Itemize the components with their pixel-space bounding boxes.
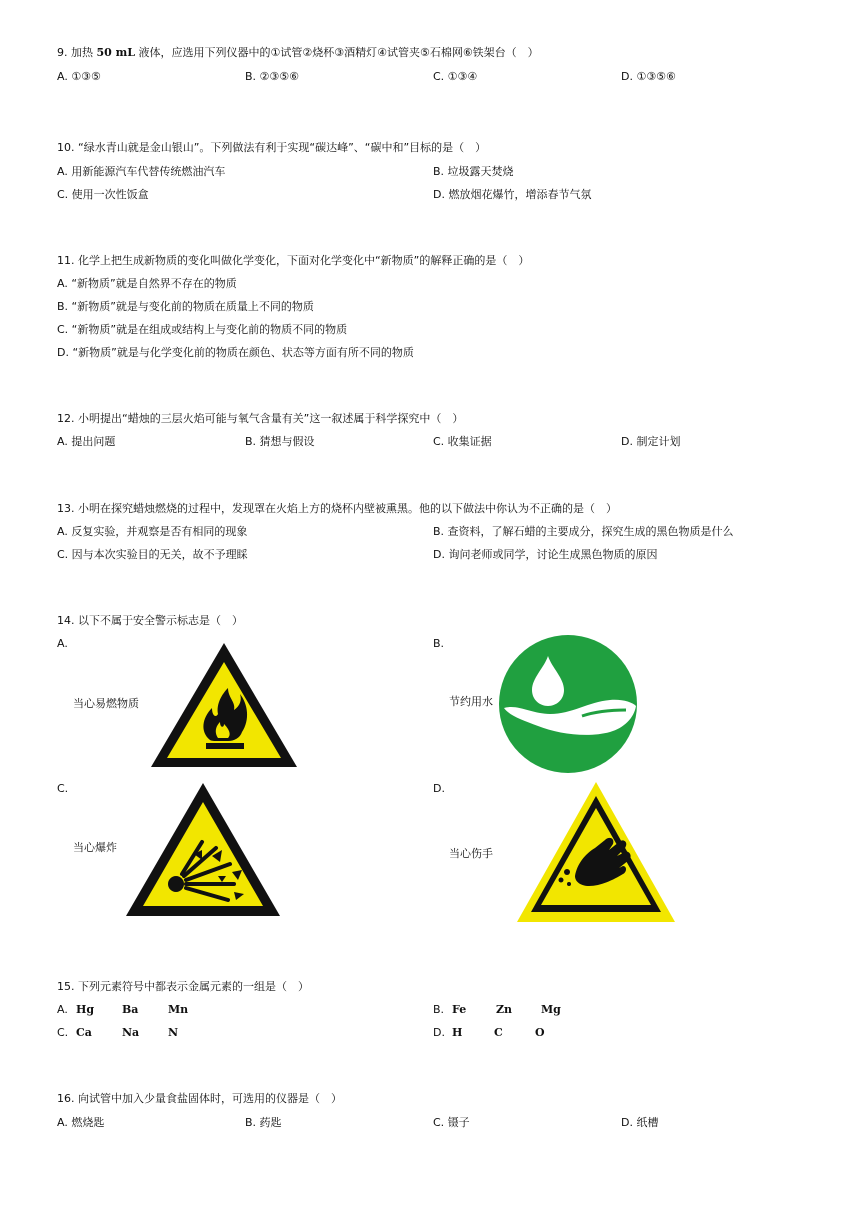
q9-stem	[57, 47, 539, 58]
q9-option-d[interactable]: D. ①③⑤⑥	[621, 70, 676, 83]
q15-a-label: A.	[57, 1003, 68, 1016]
q15-c-symbol-3: N	[168, 1026, 179, 1039]
q13-option-c[interactable]: C. 因与本次实验目的无关，故不予理睬	[57, 548, 248, 561]
q11-option-b[interactable]: B. “新物质”就是与变化前的物质在质量上不同的物质	[57, 300, 314, 313]
q14-option-c[interactable]: C.	[57, 782, 69, 795]
q15-b-label: B.	[433, 1003, 445, 1016]
q16-option-b[interactable]: B. 药匙	[245, 1116, 282, 1129]
q13-option-a[interactable]: A. 反复实验，并观察是否有相同的现象	[57, 525, 248, 538]
q12-option-c[interactable]: C. 收集证据	[433, 435, 492, 448]
q15-d-symbol-2: C	[494, 1026, 503, 1039]
q10-option-b[interactable]: B. 垃圾露天焚烧	[433, 165, 514, 178]
q10-option-a[interactable]: A. 用新能源汽车代替传统燃油汽车	[57, 165, 226, 178]
q14-d-sign-label: 当心伤手	[449, 847, 493, 860]
q9-option-a[interactable]: A. ①③⑤	[57, 70, 101, 83]
q12-option-d[interactable]: D. 制定计划	[621, 435, 681, 448]
q15-a-symbol-2: Ba	[122, 1003, 139, 1016]
q13-option-d[interactable]: D. 询问老师或同学，讨论生成黑色物质的原因	[433, 548, 658, 561]
q15-a-symbol-1: Hg	[76, 1003, 95, 1016]
q16-option-c[interactable]: C. 镊子	[433, 1116, 470, 1129]
q15-b-symbol-2: Zn	[496, 1003, 513, 1016]
q13-option-b[interactable]: B. 查资料，了解石蜡的主要成分，探究生成的黑色物质是什么	[433, 525, 734, 538]
q12-option-b[interactable]: B. 猜想与假设	[245, 435, 315, 448]
q15-d-symbol-3: O	[535, 1026, 545, 1039]
explosion-warning-sign-icon	[122, 780, 284, 920]
q11-stem: 11. 化学上把生成新物质的变化叫做化学变化，下面对化学变化中“新物质”的解释正确的是（ ）	[57, 254, 530, 267]
q13-stem: 13. 小明在探究蜡烛燃烧的过程中，发现罩在火焰上方的烧杯内壁被熏黑。他的以下做法中你认为不正确的是（ ）	[57, 502, 617, 515]
q14-b-sign-label: 节约用水	[449, 695, 493, 708]
q15-option-a[interactable]	[57, 1003, 189, 1016]
q9-option-c[interactable]: C. ①③④	[433, 70, 478, 83]
q10-stem: 10. “绿水青山就是金山银山”。下列做法有利于实现“碳达峰”、“碳中和”目标的是（ ）	[57, 141, 487, 154]
q15-d-label: D.	[433, 1026, 445, 1039]
q16-stem: 16. 向试管中加入少量食盐固体时，可选用的仪器是（ ）	[57, 1092, 342, 1105]
q11-option-c[interactable]: C. “新物质”就是在组成或结构上与变化前的物质不同的物质	[57, 323, 348, 336]
q15-b-symbol-1: Fe	[452, 1003, 467, 1016]
q15-c-label: C.	[57, 1026, 69, 1039]
q9-stem-volume: 50 mL	[96, 46, 136, 59]
flammable-warning-sign-icon	[148, 640, 300, 770]
q14-option-b[interactable]: B.	[433, 637, 445, 650]
q15-c-symbol-1: Ca	[76, 1026, 92, 1039]
q14-c-sign-label: 当心爆炸	[73, 841, 117, 854]
q11-option-d[interactable]: D. “新物质”就是与化学变化前的物质在颜色、状态等方面有所不同的物质	[57, 346, 414, 359]
q16-option-a[interactable]: A. 燃烧匙	[57, 1116, 105, 1129]
q15-option-d[interactable]	[433, 1026, 545, 1039]
q15-c-symbol-2: Na	[122, 1026, 140, 1039]
q14-a-sign-label: 当心易燃物质	[73, 697, 139, 710]
q9-stem-pre: 9. 加热	[57, 46, 97, 59]
q14-option-d[interactable]: D.	[433, 782, 445, 795]
q16-option-d[interactable]: D. 纸槽	[621, 1116, 659, 1129]
q15-stem: 15. 下列元素符号中都表示金属元素的一组是（ ）	[57, 980, 309, 993]
q15-b-symbol-3: Mg	[541, 1003, 561, 1016]
hand-injury-warning-sign-icon	[515, 780, 677, 924]
save-water-sign-icon	[498, 634, 638, 774]
q12-stem: 12. 小明提出“蜡烛的三层火焰可能与氧气含量有关”这一叙述属于科学探究中（ ）	[57, 412, 464, 425]
q15-d-symbol-1: H	[452, 1026, 463, 1039]
q15-option-c[interactable]	[57, 1026, 179, 1039]
q15-a-symbol-3: Mn	[168, 1003, 189, 1016]
q12-option-a[interactable]: A. 提出问题	[57, 435, 116, 448]
q10-option-c[interactable]: C. 使用一次性饭盒	[57, 188, 149, 201]
q9-option-b[interactable]: B. ②③⑤⑥	[245, 70, 299, 83]
q11-option-a[interactable]: A. “新物质”就是自然界不存在的物质	[57, 277, 237, 290]
q9-stem-post: 液体，应选用下列仪器中的①试管②烧杯③酒精灯④试管夹⑤石棉网⑥铁架台（ ）	[135, 46, 539, 59]
q14-option-a[interactable]: A.	[57, 637, 68, 650]
q15-option-b[interactable]	[433, 1003, 561, 1016]
q14-stem: 14. 以下不属于安全警示标志是（ ）	[57, 614, 243, 627]
q10-option-d[interactable]: D. 燃放烟花爆竹，增添春节气氛	[433, 188, 592, 201]
